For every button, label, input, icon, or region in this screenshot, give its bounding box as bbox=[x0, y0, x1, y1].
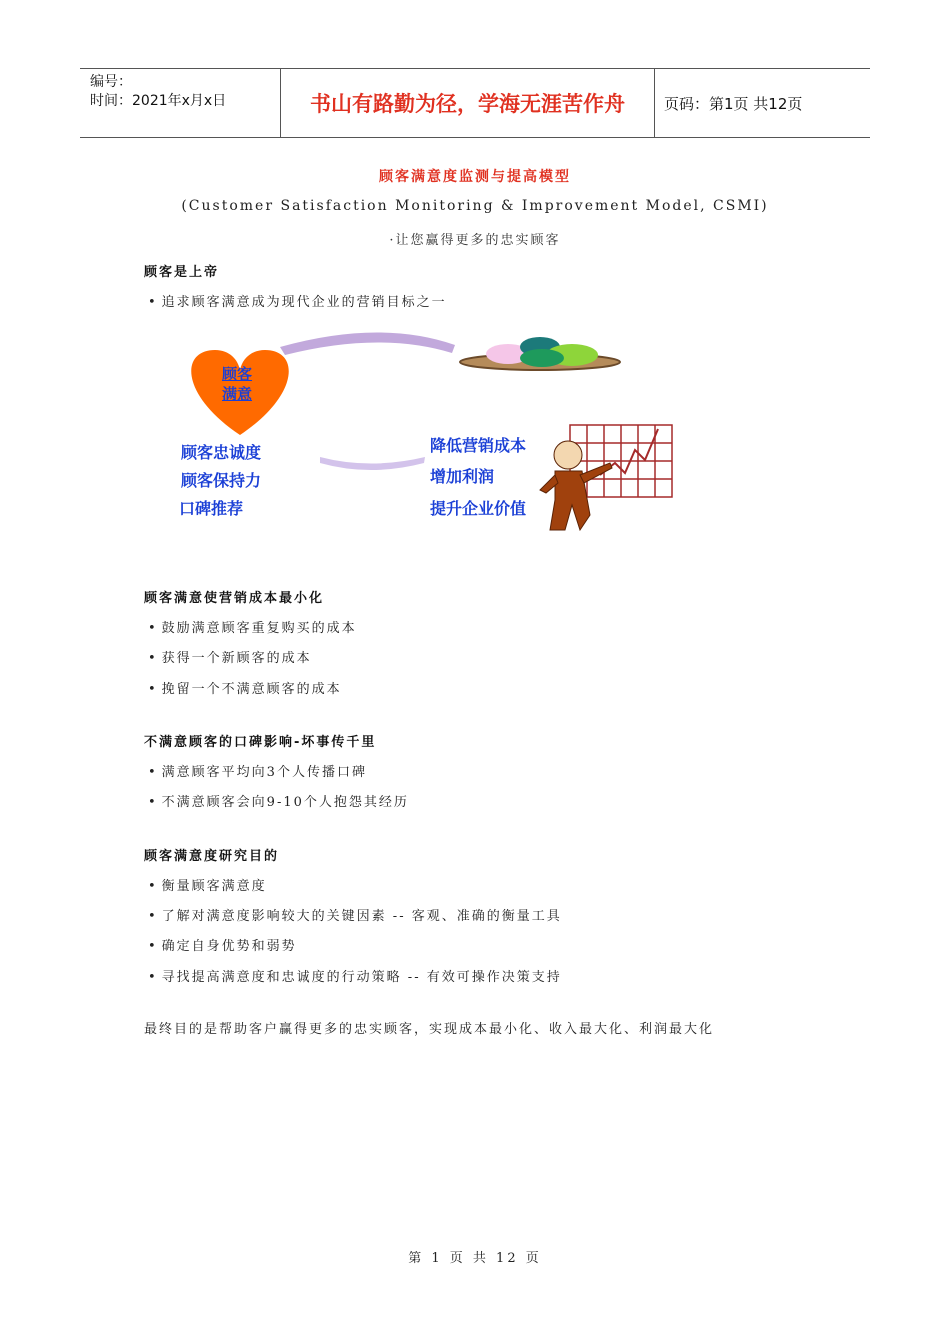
bottom-cycle-arrow bbox=[320, 457, 425, 470]
list-item: • 满意顾客平均向3个人传播口碑 bbox=[148, 765, 367, 780]
list-item: • 确定自身优势和弱势 bbox=[148, 939, 297, 954]
list-item: • 追求顾客满意成为现代企业的营销目标之一 bbox=[148, 295, 447, 310]
list-item: • 寻找提高满意度和忠诚度的行动策略 -- 有效可操作决策支持 bbox=[148, 970, 562, 985]
section-heading: 不满意顾客的口碑影响-坏事传千里 bbox=[144, 735, 377, 750]
list-item: • 不满意顾客会向9-10个人抱怨其经历 bbox=[148, 795, 409, 810]
header-divider bbox=[654, 69, 655, 137]
list-item: • 鼓励满意顾客重复购买的成本 bbox=[148, 621, 357, 636]
document-title: 顾客满意度监测与提高模型 bbox=[379, 169, 571, 185]
header-motto: 书山有路勤为径，学海无涯苦作舟 bbox=[310, 92, 625, 116]
header-meta bbox=[90, 73, 226, 111]
page-header bbox=[80, 68, 870, 138]
satisfaction-cycle-figure bbox=[170, 325, 690, 540]
top-cycle-arrow bbox=[280, 332, 455, 355]
right-label-value: 提升企业价值 bbox=[430, 499, 527, 518]
document-number-label: 编号： bbox=[90, 74, 132, 90]
list-item: • 挽留一个不满意顾客的成本 bbox=[148, 682, 342, 697]
list-item: • 了解对满意度影响较大的关键因素 -- 客观、准确的衡量工具 bbox=[148, 909, 562, 924]
page-footer: 第 1 页 共 12 页 bbox=[408, 1251, 542, 1266]
document-subtitle: (Customer Satisfaction Monitoring & Improvement Model, CSMI) bbox=[181, 198, 769, 214]
conclusion-paragraph: 最终目的是帮助客户赢得更多的忠实顾客，实现成本最小化、收入最大化、利润最大化 bbox=[144, 1022, 715, 1037]
section-heading: 顾客满意度研究目的 bbox=[144, 849, 280, 864]
list-item: • 获得一个新顾客的成本 bbox=[148, 651, 312, 666]
section-heading: 顾客是上帝 bbox=[144, 265, 220, 280]
presenter-figure-icon bbox=[540, 441, 612, 530]
right-label-profit: 增加利润 bbox=[430, 467, 495, 486]
growth-chart-icon bbox=[570, 425, 672, 497]
heart-label-2: 满意 bbox=[222, 385, 253, 403]
right-label-cost: 降低营销成本 bbox=[430, 436, 527, 455]
left-label-word-of-mouth: 口碑推荐 bbox=[179, 499, 244, 518]
document-time-label: 时间：2021年x月x日 bbox=[90, 93, 227, 109]
list-item: • 衡量顾客满意度 bbox=[148, 879, 267, 894]
left-label-retention: 顾客保持力 bbox=[181, 471, 262, 490]
heart-label-1: 顾客 bbox=[222, 365, 253, 383]
document-slogan: ·让您赢得更多的忠实顾客 bbox=[389, 233, 561, 248]
left-label-loyalty: 顾客忠诚度 bbox=[181, 443, 262, 462]
header-page-number: 页码：第1页 共12页 bbox=[664, 94, 803, 113]
section-heading: 顾客满意使营销成本最小化 bbox=[144, 591, 325, 606]
